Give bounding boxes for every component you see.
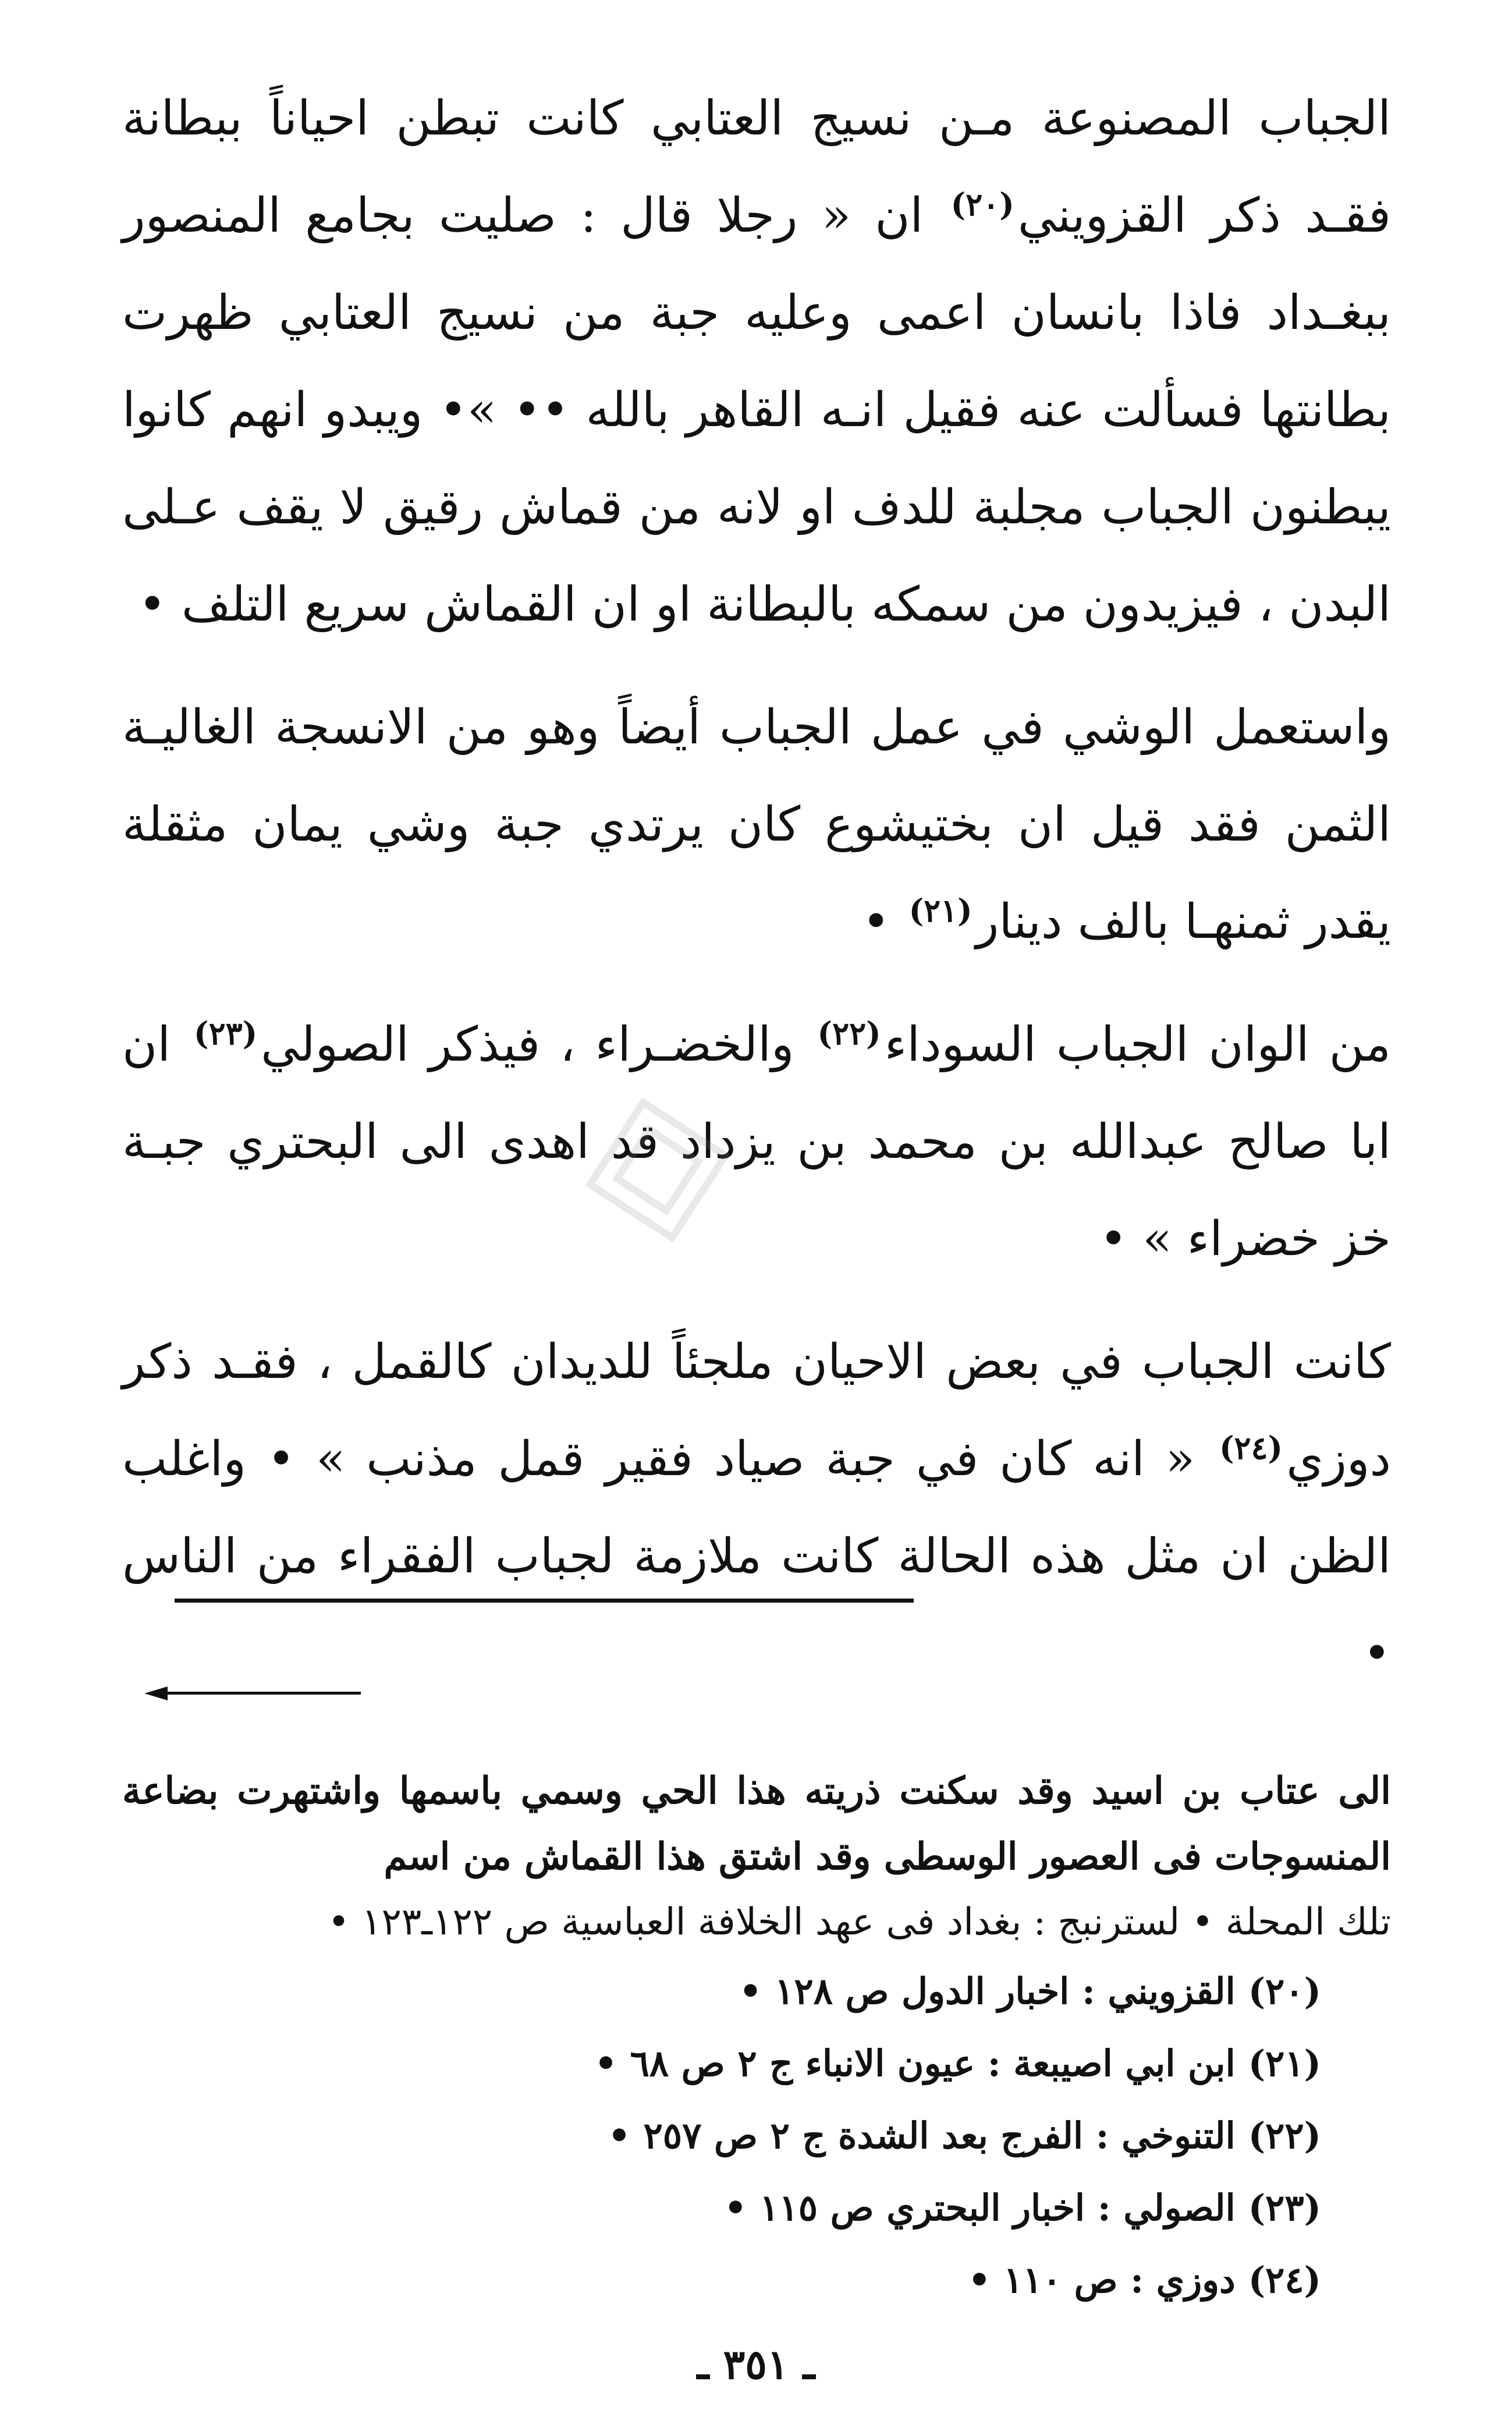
- footnote-text: ابن ابي اصيبعة : عيون الانباء ج ٢ ص ٦٨ •: [594, 2042, 1236, 2085]
- paragraph-text: الجباب المصنوعة مـن نسيج العتابي كانت تبطن احياناً ببطانة فقـد ذكر القزويني: [122, 91, 1391, 243]
- body-paragraph-1: [122, 70, 1391, 653]
- footnote-item: [122, 2028, 1321, 2100]
- paragraph-text: •: [862, 894, 890, 949]
- footnote-number: (٢٠): [1248, 1970, 1321, 2012]
- footnote-ref-22[interactable]: (٢٢): [817, 1014, 881, 1052]
- footnote-ref-23[interactable]: (٢٣): [194, 1014, 258, 1052]
- footnote-number: (٢٤): [1248, 2259, 1321, 2301]
- footnote-number: (٢١): [1248, 2042, 1321, 2085]
- paragraph-text: من الوان الجباب السوداء: [884, 1017, 1391, 1072]
- footnote-text: القزويني : اخبار الدول ص ١٢٨ •: [739, 1970, 1236, 2012]
- paragraph-text: ان ابا صالح عبدالله بن محمد بن يزداد قد اهدى الى البحتري جبـة خز خضراء » •: [122, 1017, 1391, 1267]
- paragraph-text: كانت الجباب في بعض الاحيان ملجئاً للديدان كالقمل ، فقـد ذكر دوزي: [122, 1334, 1391, 1487]
- paragraph-text: « انه كان في جبة صياد فقير قمل مذنب » • واغلب الظن ان مثل هذه الحالة كانت ملازمة لجباب الفقراء من الناس •: [122, 1431, 1391, 1681]
- footnote-item: [122, 2172, 1321, 2244]
- footnotes-section: [122, 1758, 1391, 2316]
- body-paragraph-4: [122, 1313, 1391, 1702]
- body-paragraph-2: [122, 679, 1391, 970]
- section-divider-rule: [175, 1599, 914, 1603]
- footnote-number: (٢٢): [1248, 2114, 1321, 2157]
- paragraph-text: ان « رجلا قال : صليت بجامع المنصور ببغـداد فاذا بانسان اعمى وعليه جبة من نسيج العتابي ظهرت بطانتها فسألت عنه فقيل انـه القاهر بالله •• »• ويبدو انهم كانوا يبطنون الجباب مجلبة للدف او لانه من قماش رقيق لا يقف عـلى البدن ، فيزيدون من سمكه بالبطانة او ان القماش سريع التلف •: [122, 188, 1391, 632]
- footnote-ref-24[interactable]: (٢٤): [1219, 1429, 1283, 1466]
- footnote-text: التنوخي : الفرج بعد الشدة ج ٢ ص ٢٥٧ •: [608, 2114, 1236, 2157]
- footnote-item: [122, 2244, 1321, 2316]
- footnote-item: [122, 2100, 1321, 2172]
- footnote-text: الصولي : اخبار البحتري ص ١١٥ •: [723, 2187, 1236, 2229]
- page-number: ـ ٣٥١ ـ: [697, 2340, 815, 2389]
- footnote-divider-arrow: [163, 1692, 361, 1695]
- paragraph-text: والخضـراء ، فيذكر الصولي: [261, 1017, 794, 1072]
- footnote-continuation: الى عتاب بن اسيد وقد سكنت ذريته هذا الحي وسمي باسمها واشتهرت بضاعة المنسوجات فى العصور الوسطى وقد اشتق هذا القماش من اسم: [122, 1769, 1391, 1879]
- footnote-continuation-source: تلك المحلة • لسترنبج : بغداد فى عهد الخلافة العباسية ص ١٢٢ـ١٢٣ •: [328, 1901, 1391, 1944]
- footnote-item: [122, 1955, 1321, 2028]
- footnote-text: دوزي : ص ١١٠ •: [967, 2259, 1236, 2301]
- footnote-list: [122, 1955, 1391, 2316]
- footnote-number: (٢٣): [1248, 2187, 1321, 2229]
- paragraph-text: واستعمل الوشي في عمل الجباب أيضاً وهو من الانسجة الغاليـة الثمن فقد قيل ان بختيشوع كان يرتدي جبة وشي يمان مثقلة يقدر ثمنهـا بالف دينار: [122, 700, 1391, 949]
- footnote-ref-20[interactable]: (٢٠): [950, 185, 1014, 223]
- footnote-ref-21[interactable]: (٢١): [908, 891, 972, 929]
- watermark-logo: [513, 1025, 803, 1315]
